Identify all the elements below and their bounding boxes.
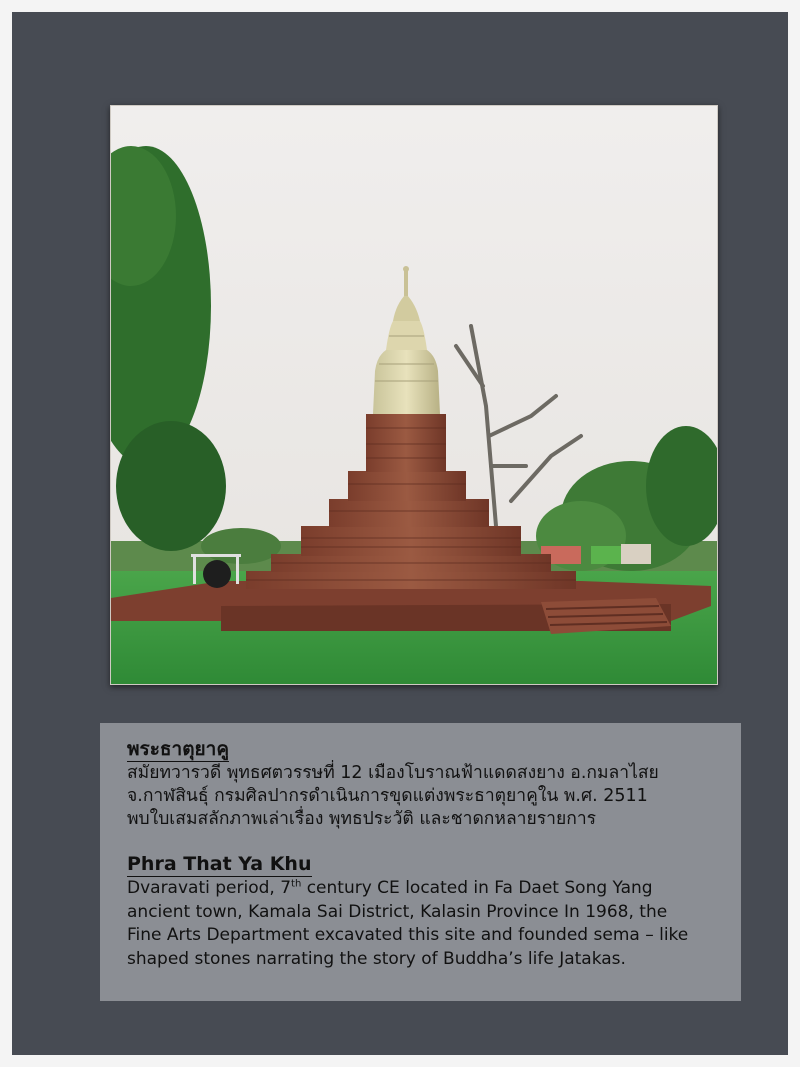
thai-line-1: สมัยทวารวดี พุทธศตวรรษที่ 12 เมืองโบราณฟ้าแดดสงยาง อ.กมลาไสย bbox=[127, 763, 659, 783]
english-line-4: shaped stones narrating the story of Buddha’s life Jatakas. bbox=[127, 948, 626, 969]
thai-line-2: จ.กาฬสินธุ์ กรมศิลปากรดำเนินการขุดแต่งพระธาตุยาคูใน พ.ศ. 2511 bbox=[127, 786, 648, 806]
ordinal-suffix: th bbox=[291, 878, 302, 890]
english-caption bbox=[127, 852, 717, 971]
stupa-photo bbox=[110, 105, 718, 685]
english-line-1 bbox=[127, 877, 717, 901]
english-line-1-suffix: century CE located in Fa Daet Song Yang bbox=[301, 878, 653, 898]
thai-line-3: พบใบเสมสลักภาพเล่าเรื่อง พุทธประวัติ และชาดกหลายรายการ bbox=[127, 809, 597, 829]
caption-panel bbox=[100, 723, 741, 1001]
thai-caption bbox=[127, 737, 717, 831]
english-line-2: ancient town, Kamala Sai District, Kalasin Province In 1968, the bbox=[127, 901, 668, 922]
english-line-3: Fine Arts Department excavated this site and founded sema – like bbox=[127, 925, 689, 945]
display-board bbox=[12, 12, 788, 1055]
stupa-illustration bbox=[111, 106, 717, 684]
english-title: Phra That Ya Khu bbox=[127, 853, 312, 875]
thai-title: พระธาตุยาคู bbox=[127, 738, 230, 760]
english-line-1-prefix: Dvaravati period, 7 bbox=[127, 878, 292, 898]
